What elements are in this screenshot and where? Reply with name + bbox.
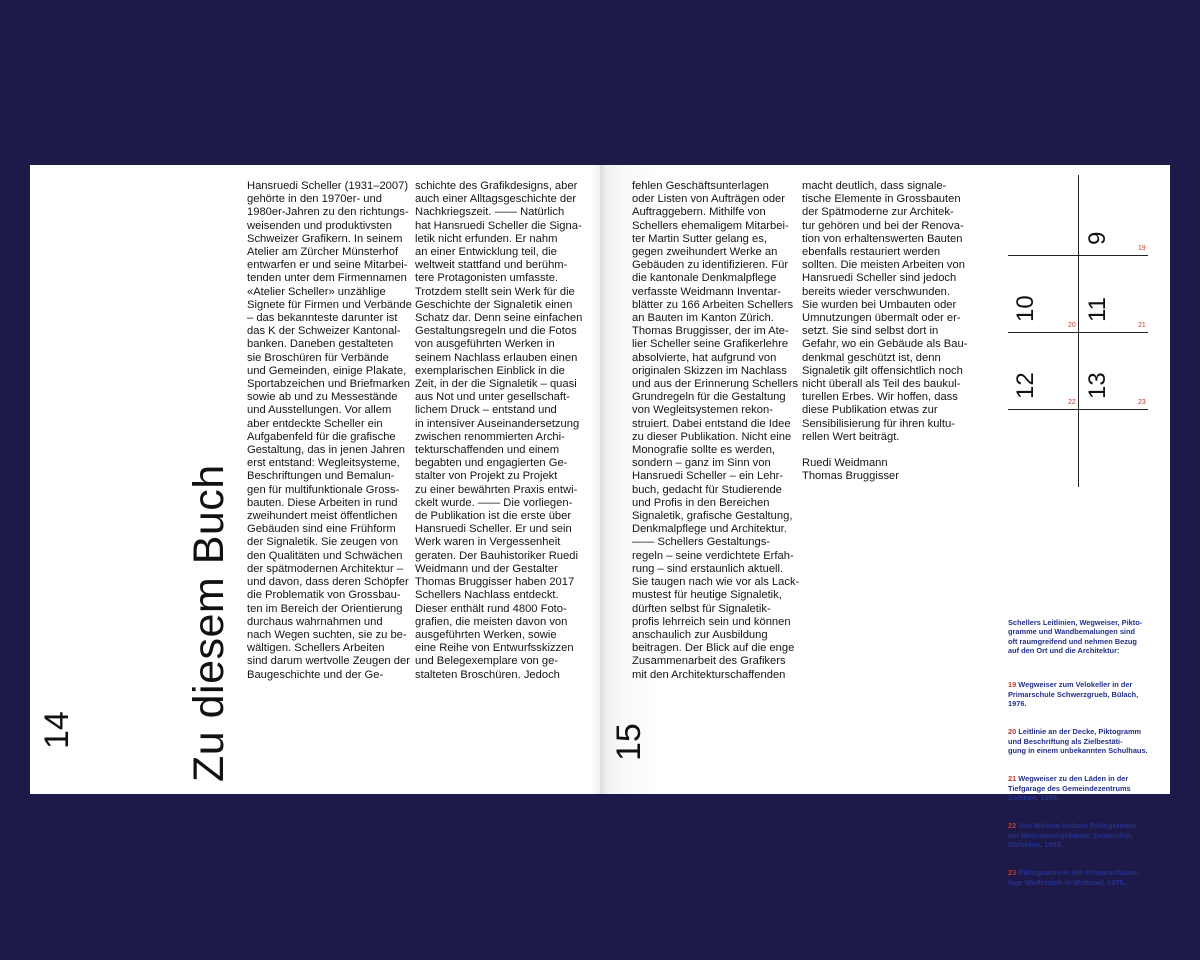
caption-item-22	[1008, 821, 1173, 849]
text-column-2: schichte des Grafikdesigns, aber auch einer Alltagsgeschichte der Nachkriegszeit. —— Natürlich hat Hansruedi Scheller die Signa- letik nicht erfunden. Er nahm an einer Entwicklung teil, die weltweit stattfand und berühm- tere Protagonisten umfasste. Trotzdem stellt sein Werk für die Geschichte der Signaletik einen Schatz dar. Denn seine einfachen Gestaltungsregeln und die Fotos von ausgeführten Werken in seinem Nachlass erlauben einen exemplarischen Einblick in die Zeit, in der die Signaletik – quasi aus Not und unter gesellschaft- lichem Druck – entstand und in intensiver Auseinandersetzung zwischen renommierten Archi- tekturschaffenden und einem begabten und engagierten Ge- stalter von Projekt zu Projekt zu einer bewährten Praxis entwi- ckelt wurde. —— Die vorliegen- de Publikation ist die erste über Hansruedi Scheller. Er und sein Werk waren in Vergessenheit geraten. Der Bauhistoriker Ruedi Weidmann und der Gestalter Thomas Bruggisser haben 2017 Schellers Nachlass entdeckt. Dieser enthält rund 4800 Foto- grafien, die meisten davon von ausgeführten Werken, sowie eine Reihe von Entwurfsskizzen und Belegexemplare von ge- stalteten Broschüren. Jedoch	[415, 180, 583, 681]
grid-line-1	[1008, 255, 1148, 256]
grid-ref-20: 20	[1068, 322, 1076, 329]
caption-text: Leitlinie an der Decke, Piktogramm und Beschriftung als Zielbestäti- gung in einem unbekannten Schulhaus.	[1008, 727, 1148, 756]
caption-number: 21	[1008, 774, 1017, 784]
caption-text: Von Weitem lesbare Piktogramme am Mehrzweckgebäude Zendenfrei, Obfelden, 1983.	[1008, 821, 1137, 850]
grid-vertical-line	[1078, 175, 1079, 487]
page-number-right: 15	[610, 723, 648, 761]
caption-number: 19	[1008, 680, 1017, 690]
left-page	[30, 165, 600, 794]
page-title: Zu diesem Buch	[185, 464, 233, 782]
text-column-4: macht deutlich, dass signale- tische Elemente in Grossbauten der Spätmoderne zur Architek- tur gehören und bei der Renova- tion von erhaltenswerten Bauten ebenfalls restauriert werden sollten. Die meisten Arbeiten von Hansruedi Scheller sind jedoch bereits wieder verschwunden. Sie wurden bei Umbauten oder Umnutzungen übermalt oder er- setzt. Sie sind selbst dort in Gefahr, wo ein Gebäude als Bau- denkmal geschützt ist, denn Signaletik gilt offensichtlich noch nicht überall als Teil des baukul- turellen Erbes. Wir hoffen, dass diese Publikation etwas zur Sensibilisierung für ihren kultu- rellen Wert beiträgt. Ruedi Weidmann Thomas Bruggisser	[802, 180, 968, 483]
grid-line-2	[1008, 332, 1148, 333]
text-column-3: fehlen Geschäftsunterlagen oder Listen von Aufträgen oder Auftraggebern. Mithilfe von Schellers ehemaligem Mitarbei- ter Martin Sutter gelang es, gegen zweihundert Werke an Gebäuden zu identifizieren. Für die kantonale Denkmalpflege verfasste Weidmann Inventar- blätter zu 166 Arbeiten Schellers an Bauten im Kanton Zürich. Thomas Bruggisser, der im Ate- lier Scheller seine Grafikerlehre absolvierte, hat aufgrund von originalen Skizzen im Nachlass und aus der Erinnerung Schellers Grundregeln für die Gestaltung von Wegleitsystemen rekon- struiert. Dabei entstand die Idee zu dieser Publikation. Nicht eine Monografie sollte es werden, sondern – ganz im Sinn von Hansruedi Scheller – ein Lehr- buch, gedacht für Studierende und Profis in den Bereichen Signaletik, grafische Gestaltung, Denkmalpflege und Architektur. —— Schellers Gestaltungs- regeln – seine verdichtete Erfah- rung – sind erstaunlich aktuell. Sie taugen nach wie vor als Lack- mustest für heutige Signaletik, dürften selbst für Signaletik- profis lehrreich sein und können anschaulich zur Ausbildung beitragen. Der Blick auf die enge Zusammenarbeit des Grafikers mit den Architekturschaffenden	[632, 180, 800, 681]
grid-ref-23: 23	[1138, 399, 1146, 406]
caption-number: 23	[1008, 868, 1017, 878]
grid-ref-19: 19	[1138, 245, 1146, 252]
caption-text: Wegweiser zum Velokeller in der Primarschule Schwerzgrueb, Bülach, 1976.	[1008, 680, 1139, 709]
text-column-1: Hansruedi Scheller (1931–2007) gehörte in den 1970er- und 1980er-Jahren zu den richtungs- weisenden und produktivsten Schweizer Grafikern. In seinem Atelier am Zürcher Münsterhof entwarfen er und seine Mitarbei- tenden unter dem Firmennamen «Atelier Scheller» unzählige Signete für Firmen und Verbände – das bekannteste darunter ist das K der Schweizer Kantonal- banken. Daneben gestalteten sie Broschüren für Verbände und Gemeinden, einige Plakate, Sportabzeichen und Briefmarken sowie ab und zu Messestände und Ausstellungen. Vor allem aber entdeckte Scheller ein Aufgabenfeld für die grafische Gestaltung, das in jenen Jahren erst entstand: Wegleitsysteme, Beschriftungen und Bemalun- gen für multifunktionale Gross- bauten. Diese Arbeiten in rund zweihundert meist öffentlichen Gebäuden sind eine Frühform der Signaletik. Sie zeugen von den Qualitäten und Schwächen der spätmodernen Architektur – und davon, dass deren Schöpfer die Problematik von Grossbau- ten im Bereich der Orientierung durchaus wahrnahmen und nach Wegen suchten, sie zu be- wältigen. Schellers Arbeiten sind darum wertvolle Zeugen der Baugeschichte und der Ge-	[247, 180, 412, 681]
grid-number-11: 11	[1084, 297, 1111, 322]
caption-text: Piktogramm in der Primarschulan- lage Wolfetsloh in Wettswil, 1975.	[1008, 868, 1140, 887]
caption-text: Wegweiser zu den Läden in der Tiefgarage des Gemeindezentrums Zollikon, 1988.	[1008, 774, 1131, 803]
grid-number-12: 12	[1012, 372, 1039, 399]
caption-number: 20	[1008, 727, 1017, 737]
thumbnail-grid	[1008, 175, 1148, 487]
grid-ref-22: 22	[1068, 399, 1076, 406]
caption-item-20	[1008, 727, 1173, 755]
caption-item-19	[1008, 680, 1173, 708]
page-number-left: 14	[38, 711, 76, 749]
caption-intro: Schellers Leitlinien, Wegweiser, Pikto- gramme und Wandbemalungen sind oft raumgreifend und nehmen Bezug auf den Ort und die Architektur:	[1008, 617, 1143, 656]
caption-item-21	[1008, 774, 1173, 802]
grid-number-10: 10	[1012, 295, 1039, 322]
grid-line-3	[1008, 409, 1148, 410]
book-spread	[30, 165, 1170, 887]
grid-ref-21: 21	[1138, 322, 1146, 329]
grid-number-13: 13	[1084, 372, 1111, 399]
image-caption	[1008, 599, 1173, 906]
gutter	[590, 165, 600, 794]
grid-number-9: 9	[1084, 231, 1111, 245]
caption-item-23	[1008, 868, 1173, 887]
caption-number: 22	[1008, 821, 1017, 831]
